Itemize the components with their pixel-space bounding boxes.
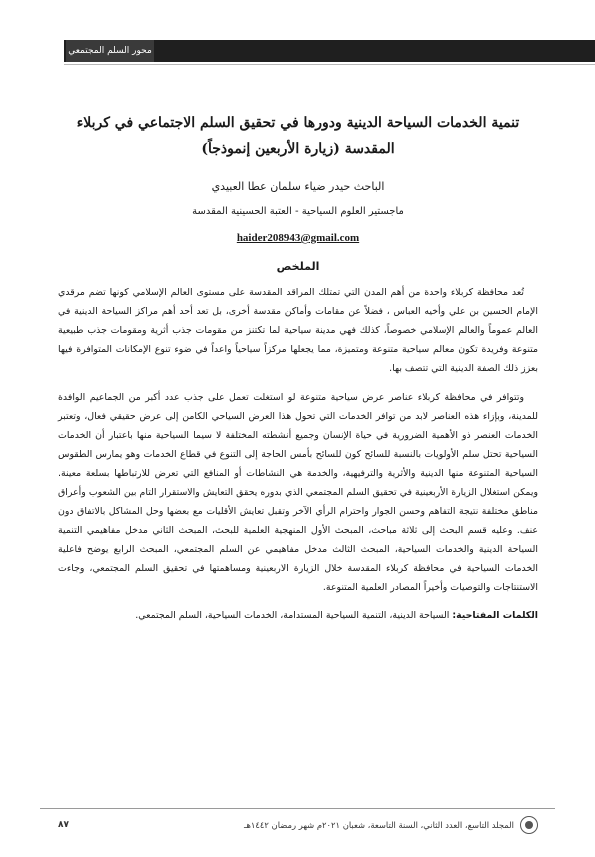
page-footer (58, 816, 538, 834)
abstract-paragraph-2: وتتوافر في محافظة كربلاء عناصر عرض سياحية متنوعة لو استغلت تعمل على جذب عدد أكبر من الجماعيم الوافدة للمدينة، وبإزاء هذه العناصر لابد من توافر الخدمات التي تحول هذا العرض السياحي الكامن إلى عرض حقيقي فعال، وتعتبر الخدمات العنصر ذو الأهمية الضرورية في حياة الإنسان وجميع أنشطته المختلفة لا سيما السياحية منها باعتبار أن الخدمات السياحية تحتل سلم الأولويات بالنسبة للسائح كون للسائح بأمس الحاجة إلى التنوع في قطاع الخدمات وهو يمارس الطقوس السياحية المتنوعة منها الدينية والأثرية والترفيهية، والخدمة هي النشاطات أو المنافع التي تعرض للارتباطها بسلعة معينة. ويمكن استغلال الزيارة الأربعينية في تحقيق السلم المجتمعي الذي بدوره يحقق التعايش والاستقرار التام بين الشعوب وأعراق مناطق مختلفة نتيجة التفاهم وحسن الجوار واحترام الرأي الآخر وتقبل تعايش الأقليات مع بعضها وحل المشاكل بالاتفاق دون عنف. وعليه قسم البحث إلى ثلاثة مباحث، المبحث الأول المنهجية العلمية للبحث، المبحث الثاني مدخل مفاهيمي التنمية السياحة الدينية والخدمات السياحية، المبحث الثالث مدخل مفاهيمي عن السلم المجتمعي، المبحث الرابع يوضح فاعلية الخدمات السياحية في محافظة كربلاء المقدسة خلال الزيارة الاربعينية ومساهمتها في تحقيق السلم المجتمعي، وجاءت الاستنتاجات والتوصيات وأخيراً المصادر العلمية المتنوعة. (58, 392, 538, 593)
section-label: محور السلم المجتمعي (66, 40, 154, 62)
keywords-label: الكلمات المفتاحية: (452, 610, 538, 621)
page-number: ٨٧ (58, 820, 69, 830)
article-body (58, 110, 538, 625)
abstract-paragraph-1: تُعد محافظة كربلاء واحدة من أهم المدن التي تمتلك المراقد المقدسة على مستوى العالم الإسلامي كونها تضم مرقدي الإمام الحسين بن علي وأخيه العباس ، فضلاً عن مقامات وأماكن مقدسة أخرى، بل تعد أحد أهم مراكز السياحة الدينية في العالم عموماً والعالم الإسلامي خصوصاً، كذلك فهي مدينة سياحية لما تكتنز من مقومات جذب أثرية ومقومات جذب طبيعية متنوعة وفريدة تكون معالم سياحية متنوعة ومتميزة، مما يجعلها مركزاً سياحياً واعداً في ضوء تنوع الإمكانات المتوافرة فيها بعزز ذلك الصفة الدينية التي تتصف بها. (58, 287, 538, 374)
title-line-2: المقدسة (زيارة الأربعين إنموذجاً) (201, 141, 395, 157)
author-email[interactable]: haider208943@gmail.com (236, 232, 360, 244)
keywords-text: السياحة الدينية، التنمية السياحية المستدامة، الخدمات السياحية، السلم المجتمعي. (135, 610, 450, 621)
article-title (58, 110, 538, 162)
journal-emblem-icon (520, 816, 538, 834)
author-affiliation: ماجستير العلوم السياحية - العتبة الحسينية المقدسة (192, 206, 404, 217)
author-name: الباحث حيدر ضياء سلمان عطا العبيدي (211, 180, 385, 193)
keywords (58, 607, 538, 625)
title-line-1: تنمية الخدمات السياحة الدينية ودورها في تحقيق السلم الاجتماعي في كربلاء (76, 115, 520, 131)
header-divider (64, 64, 595, 65)
footer-citation: المجلد التاسع، العدد الثاني، السنة التاسعة، شعبان ٢٠٢١م شهر رمضان ١٤٤٢هـ (244, 820, 514, 830)
abstract-heading: الملخص (276, 260, 320, 273)
footer-divider (40, 808, 555, 809)
